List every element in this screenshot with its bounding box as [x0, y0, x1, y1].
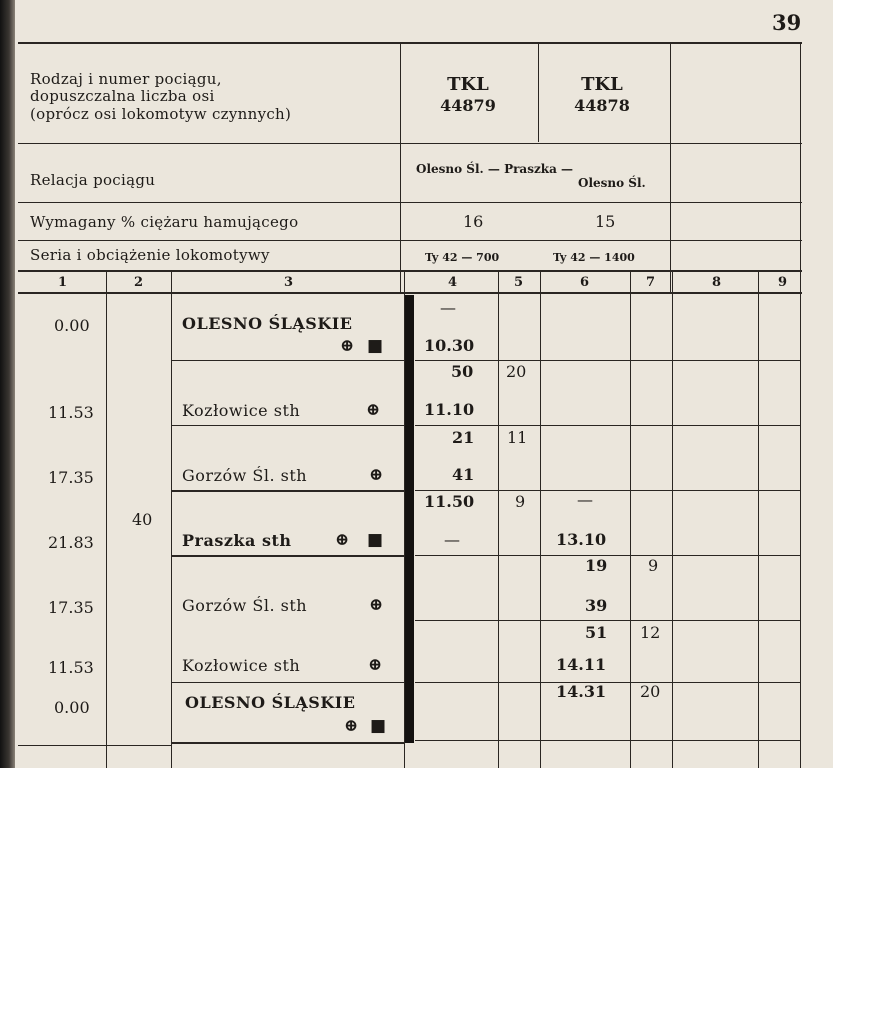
station-olesno-end: OLESNO ŚLĄSKIE — [185, 693, 356, 712]
col-divider-7-8 — [672, 272, 673, 768]
relation-value-line-1: Olesno Śl. — Praszka — — [416, 162, 574, 176]
row-divider-brake — [18, 240, 802, 241]
row-line — [415, 555, 800, 556]
train2-dep-praszka: 13.10 — [556, 530, 607, 549]
km-kozlowice-1: 11.53 — [48, 403, 94, 422]
station-kozlowice-1: Kozłowice sth — [182, 401, 301, 420]
page-number: 39 — [772, 10, 802, 35]
train1-run2: 21 — [452, 428, 475, 447]
train2-run1: 19 — [585, 556, 608, 575]
row-divider-relation — [18, 202, 802, 203]
station-divider — [172, 360, 405, 361]
train2-run2: 51 — [585, 623, 608, 642]
thick-track-bar — [405, 295, 414, 743]
crossed-circle-icon: ⊕ — [366, 400, 381, 420]
train2-arr-olesno: 14.31 — [556, 682, 607, 701]
station-divider-praszka-bottom — [172, 555, 405, 557]
book-spine-shadow — [0, 0, 15, 768]
station-divider — [172, 425, 405, 426]
train1-dash-top: — — [440, 298, 456, 317]
col-number-9: 9 — [778, 275, 788, 290]
train2-kozlowice: 14.11 — [556, 655, 607, 674]
row-line — [415, 682, 800, 683]
km-gorzow-2: 17.35 — [48, 598, 94, 617]
col-divider-5-6 — [540, 272, 541, 768]
row-line — [415, 360, 800, 361]
train1-run3-time: 9 — [515, 492, 526, 511]
km-kozlowice-2: 11.53 — [48, 658, 94, 677]
row-divider-train — [18, 143, 802, 144]
row-line — [415, 620, 800, 621]
station-praszka: Praszka sth — [182, 531, 292, 550]
header-col-divider-b — [538, 42, 539, 142]
brake-value-train-2: 15 — [595, 212, 616, 231]
crossed-circle-icon: ⊕ — [340, 336, 355, 356]
square-icon: ■ — [367, 530, 384, 550]
km-praszka: 21.83 — [48, 533, 94, 552]
station-gorzow-1: Gorzów Śl. sth — [182, 466, 308, 485]
col-number-3: 3 — [284, 275, 294, 290]
loco-value-train-1: Ty 42 — 700 — [425, 251, 500, 264]
col-number-2: 2 — [134, 275, 144, 290]
station-kozlowice-2: Kozłowice sth — [182, 656, 301, 675]
table-right-border — [800, 42, 801, 768]
col-divider-3-4 — [404, 272, 405, 768]
brake-value-train-1: 16 — [463, 212, 484, 231]
train-1-type: TKL — [447, 74, 489, 95]
col-number-7: 7 — [646, 275, 656, 290]
train2-run1-time: 9 — [648, 556, 659, 575]
train-type-label-line-3: (oprócz osi lokomotyw czynnych) — [30, 105, 292, 123]
col-number-4: 4 — [448, 275, 458, 290]
row-line — [415, 490, 800, 491]
col-number-8: 8 — [712, 275, 722, 290]
train1-praszka-dash: — — [444, 530, 460, 549]
station-gorzow-2: Gorzów Śl. sth — [182, 596, 308, 615]
square-icon: ■ — [370, 716, 387, 736]
table-top-border — [18, 42, 802, 44]
train2-gorzow: 39 — [585, 596, 608, 615]
train-type-label-line-1: Rodzaj i numer pociągu, — [30, 70, 222, 88]
train-1-number: 44879 — [440, 96, 496, 115]
col-number-6: 6 — [580, 275, 590, 290]
crossed-circle-icon: ⊕ — [368, 655, 383, 675]
row-line — [415, 425, 800, 426]
left-bottom-line — [18, 745, 172, 746]
col-number-1: 1 — [58, 275, 68, 290]
train1-run2-time: 11 — [507, 428, 528, 447]
train1-kozlowice: 11.10 — [424, 400, 475, 419]
relation-value-line-2: Olesno Śl. — [578, 176, 646, 190]
train1-run1-time: 20 — [506, 362, 527, 381]
col-divider-4-5 — [498, 272, 499, 768]
crossed-circle-icon: ⊕ — [344, 716, 359, 736]
crossed-circle-icon: ⊕ — [369, 465, 384, 485]
crossed-circle-icon: ⊕ — [335, 530, 350, 550]
station-divider-praszka-top — [172, 490, 405, 492]
train1-gorzow: 41 — [452, 465, 475, 484]
station-divider-end — [172, 742, 405, 744]
loco-value-train-2: Ty 42 — 1400 — [553, 251, 635, 264]
relation-label: Relacja pociągu — [30, 171, 156, 189]
station-olesno-start: OLESNO ŚLĄSKIE — [182, 314, 353, 333]
station-divider — [172, 682, 405, 683]
train1-dep-olesno: 10.30 — [424, 336, 475, 355]
col-divider-2-3 — [171, 272, 172, 768]
train1-arr-praszka: 11.50 — [424, 492, 475, 511]
col-divider-6-7 — [630, 272, 631, 768]
km-gorzow-1: 17.35 — [48, 468, 94, 487]
crossed-circle-icon: ⊕ — [369, 595, 384, 615]
train2-run3-time: 20 — [640, 682, 661, 701]
train-2-type: TKL — [581, 74, 623, 95]
km-olesno-end: 0.00 — [54, 698, 90, 717]
col-divider-1-2 — [106, 272, 107, 768]
train2-dash-top: — — [577, 490, 593, 509]
brake-label: Wymagany % ciężaru hamującego — [30, 213, 299, 231]
train1-run1: 50 — [451, 362, 474, 381]
header-col-divider-c — [670, 42, 671, 292]
speed-limit: 40 — [132, 510, 153, 529]
col-number-5: 5 — [514, 275, 524, 290]
col-divider-8-9 — [758, 272, 759, 768]
row-line — [415, 740, 800, 741]
km-olesno-start: 0.00 — [54, 316, 90, 335]
row-divider-colnums — [18, 292, 802, 294]
train-2-number: 44878 — [574, 96, 630, 115]
train-type-label-line-2: dopuszczalna liczba osi — [30, 87, 215, 105]
train2-run2-time: 12 — [640, 623, 661, 642]
loco-label: Seria i obciążenie lokomotywy — [30, 246, 270, 264]
header-col-divider-a — [400, 42, 401, 292]
square-icon: ■ — [367, 336, 384, 356]
row-divider-loco — [18, 270, 802, 272]
